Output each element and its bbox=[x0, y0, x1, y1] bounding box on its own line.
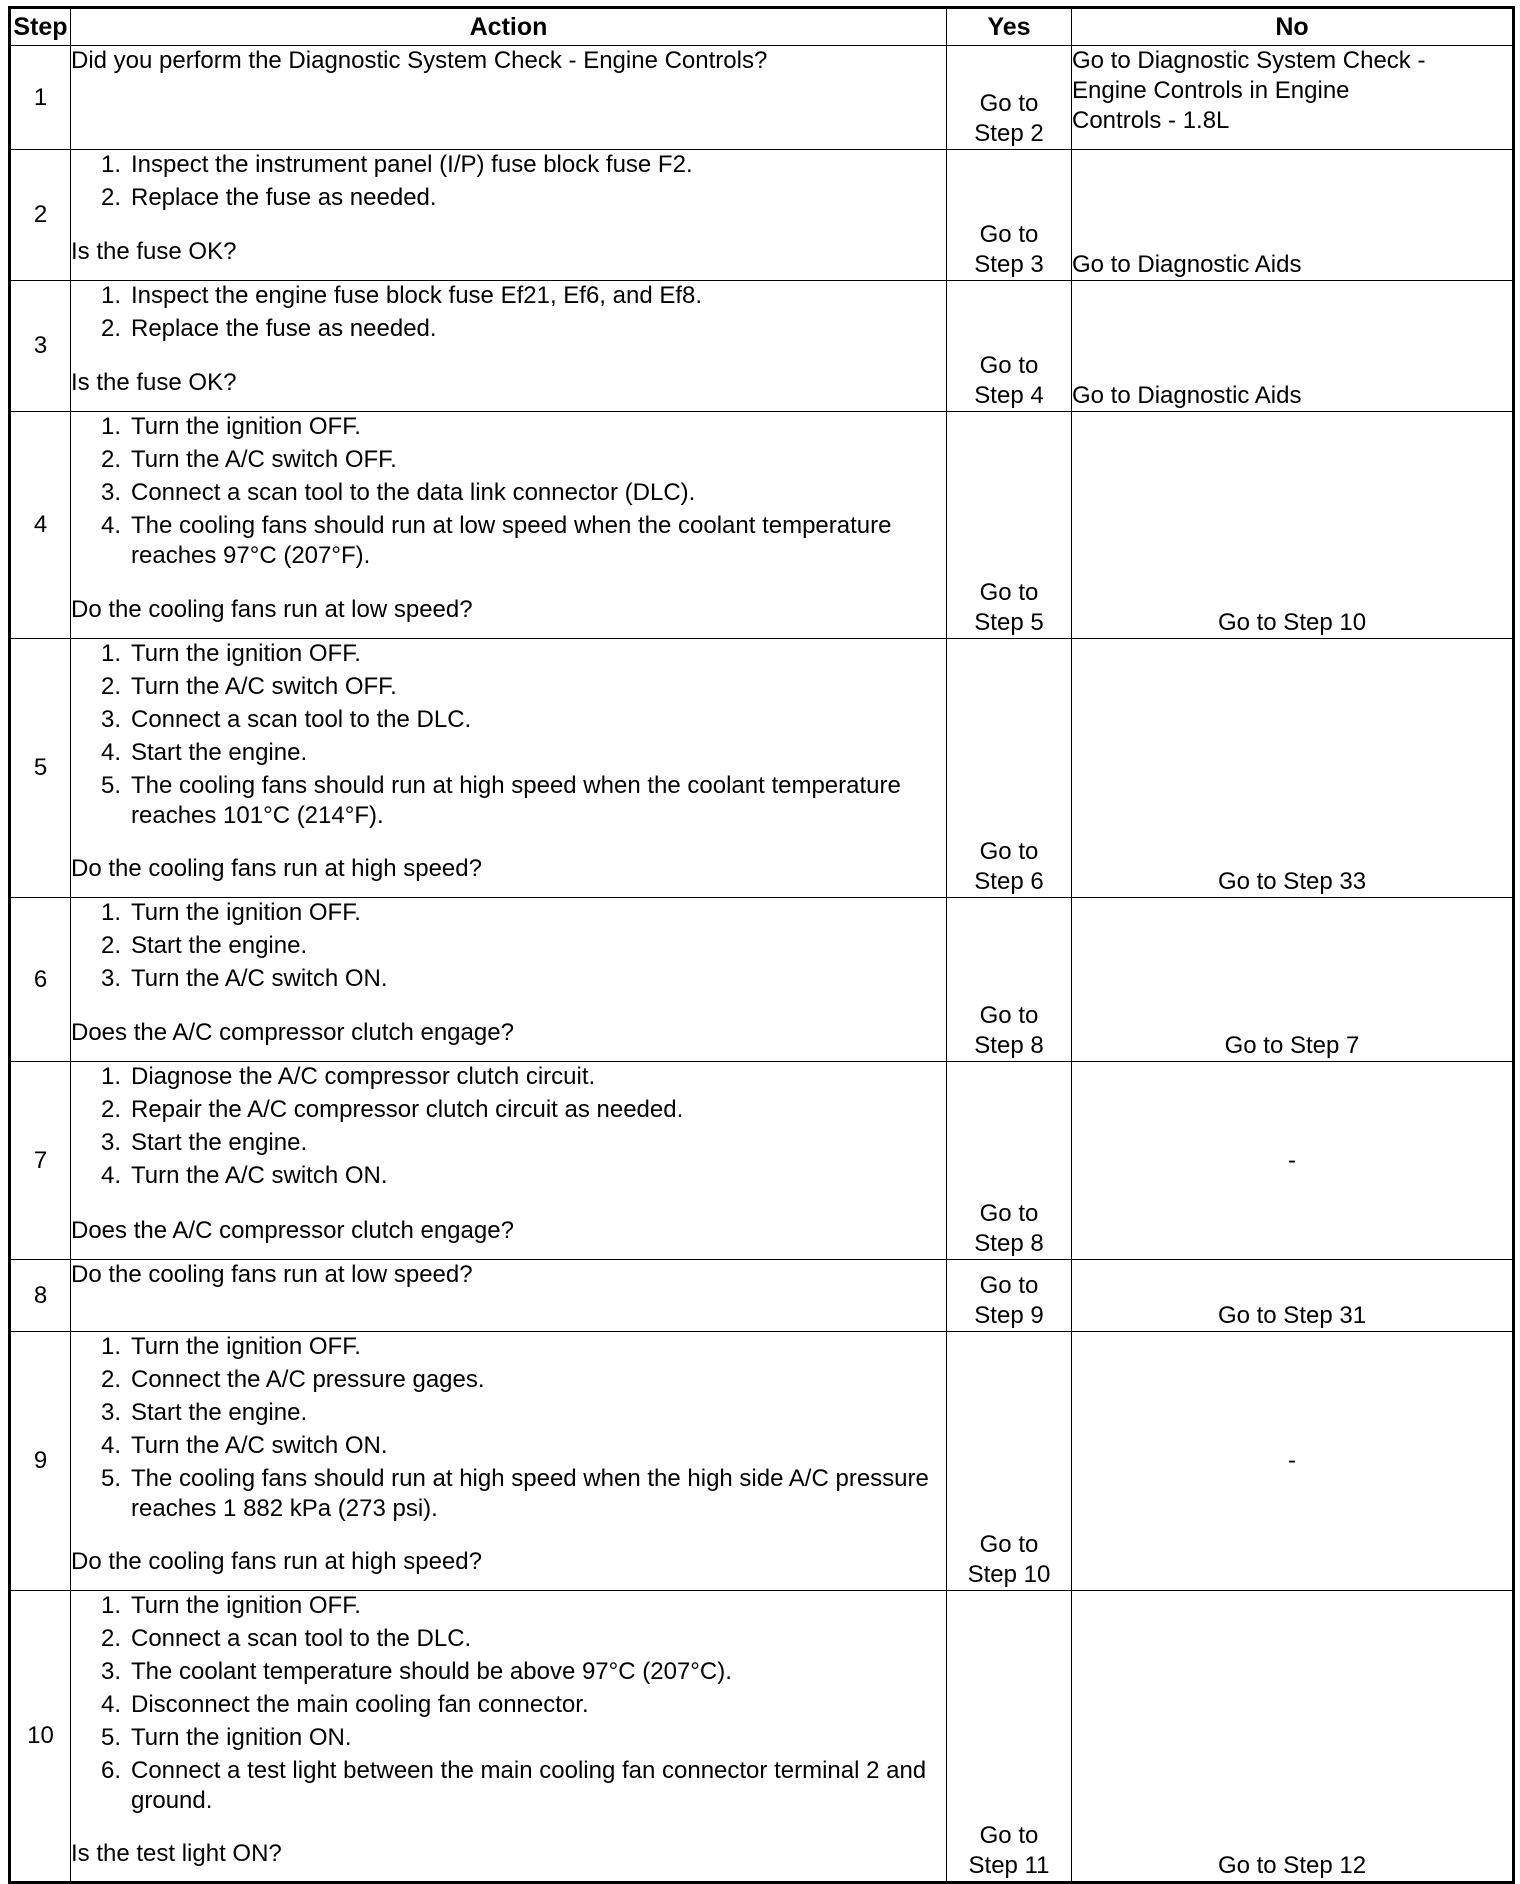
list-item bbox=[71, 1431, 946, 1461]
no-cell bbox=[1072, 281, 1514, 412]
action-steps-list bbox=[71, 898, 946, 997]
list-item-number: 2. bbox=[100, 446, 121, 473]
list-item-number: 6. bbox=[100, 1757, 121, 1784]
list-item bbox=[71, 478, 946, 508]
list-item-text: The cooling fans should run at low speed when the coolant temperature reaches 97°C (207°F). bbox=[131, 512, 892, 569]
list-item-text: Start the engine. bbox=[131, 1399, 308, 1426]
list-item bbox=[71, 1723, 946, 1753]
table-row bbox=[10, 1062, 1514, 1260]
no-cell bbox=[1072, 412, 1514, 639]
list-item bbox=[71, 1332, 946, 1362]
list-item-number: 1. bbox=[100, 151, 121, 178]
yes-cell bbox=[947, 639, 1072, 898]
action-steps-list bbox=[71, 1062, 946, 1194]
list-item-text: Connect a scan tool to the DLC. bbox=[131, 1625, 472, 1652]
yes-text: Step 2 bbox=[974, 120, 1044, 147]
no-text: - bbox=[1288, 1447, 1296, 1474]
yes-cell bbox=[947, 412, 1072, 639]
no-text: - bbox=[1288, 1146, 1296, 1174]
action-cell bbox=[71, 1062, 947, 1260]
list-item-text: Turn the A/C switch OFF. bbox=[131, 673, 397, 700]
step-number: 8 bbox=[10, 1260, 71, 1332]
list-item bbox=[71, 1095, 946, 1125]
yes-cell bbox=[947, 281, 1072, 412]
no-cell bbox=[1072, 1260, 1514, 1332]
list-item-number: 4. bbox=[100, 1162, 121, 1189]
list-item bbox=[71, 314, 946, 344]
yes-cell bbox=[947, 898, 1072, 1062]
no-cell bbox=[1072, 898, 1514, 1062]
no-text: Go to Step 31 bbox=[1217, 1302, 1367, 1329]
list-item-number: 1. bbox=[100, 413, 121, 440]
diagnostic-table-wrapper bbox=[8, 6, 1515, 1884]
action-cell bbox=[71, 1332, 947, 1591]
action-question: Do the cooling fans run at low speed? bbox=[71, 1261, 473, 1288]
step-number: 1 bbox=[10, 46, 71, 150]
list-item-text: Inspect the instrument panel (I/P) fuse block fuse F2. bbox=[131, 151, 693, 178]
list-item bbox=[71, 1161, 946, 1191]
yes-text: Go to bbox=[979, 1002, 1039, 1029]
list-item-number: 4. bbox=[100, 1432, 121, 1459]
action-question: Do the cooling fans run at high speed? bbox=[71, 855, 482, 882]
list-item-number: 3. bbox=[100, 965, 121, 992]
list-item bbox=[71, 1591, 946, 1621]
list-item-text: The cooling fans should run at high speed when the coolant temperature reaches 101°C (214°F). bbox=[131, 772, 901, 829]
no-text: Controls - 1.8L bbox=[1072, 107, 1230, 134]
action-question: Do the cooling fans run at low speed? bbox=[71, 596, 473, 623]
list-item-text: The coolant temperature should be above 97°C (207°C). bbox=[131, 1658, 732, 1685]
list-item-text: Turn the ignition OFF. bbox=[131, 1333, 361, 1360]
table-row bbox=[10, 1260, 1514, 1332]
action-steps-list bbox=[71, 1591, 946, 1819]
no-text: Go to Diagnostic Aids bbox=[1072, 251, 1302, 278]
list-item-text: Start the engine. bbox=[131, 1129, 308, 1156]
list-item-number: 5. bbox=[100, 772, 121, 799]
list-item-text: Repair the A/C compressor clutch circuit as needed. bbox=[131, 1096, 684, 1123]
list-item-text: Turn the ignition OFF. bbox=[131, 1592, 361, 1619]
list-item bbox=[71, 964, 946, 994]
no-text: Go to Diagnostic Aids bbox=[1072, 382, 1302, 409]
list-item bbox=[71, 1128, 946, 1158]
list-item-number: 4. bbox=[100, 512, 121, 539]
no-cell bbox=[1072, 1062, 1514, 1260]
table-row bbox=[10, 1332, 1514, 1591]
list-item-number: 1. bbox=[100, 640, 121, 667]
action-question: Is the fuse OK? bbox=[71, 369, 237, 396]
list-item bbox=[71, 672, 946, 702]
action-cell bbox=[71, 150, 947, 281]
table-row bbox=[10, 1591, 1514, 1883]
list-item bbox=[71, 1062, 946, 1092]
list-item-number: 5. bbox=[100, 1465, 121, 1492]
list-item bbox=[71, 183, 946, 213]
list-item-text: Turn the A/C switch ON. bbox=[131, 1162, 388, 1189]
list-item bbox=[71, 511, 946, 571]
header-no: No bbox=[1072, 8, 1514, 46]
list-item-number: 1. bbox=[100, 1333, 121, 1360]
list-item-text: Disconnect the main cooling fan connector. bbox=[131, 1691, 589, 1718]
list-item bbox=[71, 445, 946, 475]
list-item-number: 1. bbox=[100, 282, 121, 309]
list-item bbox=[71, 150, 946, 180]
yes-text: Go to bbox=[979, 90, 1039, 117]
header-yes: Yes bbox=[947, 8, 1072, 46]
list-item-text: Turn the A/C switch ON. bbox=[131, 965, 388, 992]
yes-text: Step 4 bbox=[974, 382, 1044, 409]
table-row bbox=[10, 639, 1514, 898]
list-item-number: 2. bbox=[100, 1366, 121, 1393]
yes-cell bbox=[947, 1591, 1072, 1883]
action-cell bbox=[71, 281, 947, 412]
action-question: Does the A/C compressor clutch engage? bbox=[71, 1019, 514, 1046]
list-item-number: 3. bbox=[100, 1129, 121, 1156]
list-item-text: The cooling fans should run at high speed when the high side A/C pressure reaches 1 882 kPa (273 psi). bbox=[131, 1465, 929, 1522]
list-item bbox=[71, 412, 946, 442]
list-item-number: 2. bbox=[100, 1625, 121, 1652]
list-item-text: Turn the ignition OFF. bbox=[131, 899, 361, 926]
step-number: 2 bbox=[10, 150, 71, 281]
diagnostic-table bbox=[8, 6, 1515, 1884]
step-number: 5 bbox=[10, 639, 71, 898]
yes-text: Go to bbox=[979, 352, 1039, 379]
list-item-text: Start the engine. bbox=[131, 739, 308, 766]
action-question: Does the A/C compressor clutch engage? bbox=[71, 1217, 514, 1244]
table-header-row bbox=[10, 8, 1514, 46]
action-steps-list bbox=[71, 281, 946, 347]
list-item bbox=[71, 931, 946, 961]
yes-cell bbox=[947, 1332, 1072, 1591]
step-number: 4 bbox=[10, 412, 71, 639]
yes-text: Step 6 bbox=[974, 868, 1044, 895]
list-item bbox=[71, 705, 946, 735]
action-question: Is the test light ON? bbox=[71, 1840, 282, 1867]
list-item-number: 2. bbox=[100, 184, 121, 211]
list-item bbox=[71, 1756, 946, 1816]
list-item-text: Turn the ignition OFF. bbox=[131, 413, 361, 440]
table-row bbox=[10, 150, 1514, 281]
yes-text: Go to bbox=[979, 1531, 1039, 1558]
list-item bbox=[71, 771, 946, 831]
list-item-text: Turn the ignition ON. bbox=[131, 1724, 352, 1751]
list-item-number: 3. bbox=[100, 706, 121, 733]
no-cell bbox=[1072, 46, 1514, 150]
no-cell bbox=[1072, 1332, 1514, 1591]
table-body bbox=[10, 46, 1514, 1883]
step-number: 3 bbox=[10, 281, 71, 412]
yes-text: Go to bbox=[979, 1200, 1039, 1227]
list-item-text: Replace the fuse as needed. bbox=[131, 184, 437, 211]
table-row bbox=[10, 898, 1514, 1062]
yes-cell bbox=[947, 46, 1072, 150]
list-item-number: 1. bbox=[100, 1592, 121, 1619]
list-item-text: Connect a scan tool to the DLC. bbox=[131, 706, 472, 733]
action-cell bbox=[71, 898, 947, 1062]
list-item-number: 2. bbox=[100, 315, 121, 342]
action-steps-list bbox=[71, 150, 946, 216]
action-question: Is the fuse OK? bbox=[71, 238, 237, 265]
list-item bbox=[71, 639, 946, 669]
no-text: Go to Diagnostic System Check - bbox=[1072, 47, 1426, 74]
action-steps-list bbox=[71, 1332, 946, 1527]
yes-cell bbox=[947, 1062, 1072, 1260]
list-item-number: 3. bbox=[100, 1399, 121, 1426]
list-item bbox=[71, 281, 946, 311]
no-cell bbox=[1072, 639, 1514, 898]
no-text: Go to Step 7 bbox=[1224, 1032, 1360, 1059]
list-item bbox=[71, 1690, 946, 1720]
list-item-text: Replace the fuse as needed. bbox=[131, 315, 437, 342]
action-steps-list bbox=[71, 412, 946, 574]
list-item-text: Diagnose the A/C compressor clutch circuit. bbox=[131, 1063, 596, 1090]
yes-cell bbox=[947, 1260, 1072, 1332]
list-item bbox=[71, 898, 946, 928]
yes-text: Go to bbox=[979, 1822, 1039, 1849]
list-item-text: Connect the A/C pressure gages. bbox=[131, 1366, 485, 1393]
no-cell bbox=[1072, 1591, 1514, 1883]
list-item-number: 3. bbox=[100, 479, 121, 506]
action-question: Do the cooling fans run at high speed? bbox=[71, 1548, 482, 1575]
step-number: 6 bbox=[10, 898, 71, 1062]
list-item-number: 3. bbox=[100, 1658, 121, 1685]
list-item bbox=[71, 1464, 946, 1524]
step-number: 10 bbox=[10, 1591, 71, 1883]
table-row bbox=[10, 281, 1514, 412]
list-item bbox=[71, 1398, 946, 1428]
yes-text: Step 8 bbox=[974, 1032, 1044, 1059]
list-item-text: Turn the A/C switch OFF. bbox=[131, 446, 397, 473]
list-item-text: Connect a scan tool to the data link connector (DLC). bbox=[131, 479, 696, 506]
yes-text: Go to bbox=[979, 838, 1039, 865]
list-item-number: 1. bbox=[100, 1063, 121, 1090]
yes-text: Step 11 bbox=[968, 1852, 1050, 1879]
yes-cell bbox=[947, 150, 1072, 281]
list-item-number: 4. bbox=[100, 739, 121, 766]
yes-text: Step 5 bbox=[974, 609, 1044, 636]
list-item-number: 1. bbox=[100, 899, 121, 926]
no-text: Go to Step 10 bbox=[1217, 609, 1367, 636]
header-step: Step bbox=[10, 8, 71, 46]
step-number: 7 bbox=[10, 1062, 71, 1260]
list-item-text: Inspect the engine fuse block fuse Ef21, Ef6, and Ef8. bbox=[131, 282, 703, 309]
table-row bbox=[10, 412, 1514, 639]
list-item-number: 2. bbox=[100, 1096, 121, 1123]
list-item-number: 2. bbox=[100, 932, 121, 959]
list-item-text: Start the engine. bbox=[131, 932, 308, 959]
list-item-text: Turn the A/C switch ON. bbox=[131, 1432, 388, 1459]
action-steps-list bbox=[71, 639, 946, 834]
yes-text: Go to bbox=[979, 579, 1039, 606]
yes-text: Step 8 bbox=[974, 1230, 1044, 1257]
action-cell bbox=[71, 412, 947, 639]
no-cell bbox=[1072, 150, 1514, 281]
action-cell bbox=[71, 639, 947, 898]
no-text: Go to Step 12 bbox=[1217, 1852, 1367, 1879]
step-number: 9 bbox=[10, 1332, 71, 1591]
list-item-number: 5. bbox=[100, 1724, 121, 1751]
yes-text: Go to bbox=[979, 221, 1039, 248]
action-question: Did you perform the Diagnostic System Check - Engine Controls? bbox=[71, 47, 768, 74]
list-item bbox=[71, 1657, 946, 1687]
list-item-number: 2. bbox=[100, 673, 121, 700]
action-cell bbox=[71, 1591, 947, 1883]
yes-text: Step 10 bbox=[967, 1561, 1051, 1588]
action-cell bbox=[71, 46, 947, 150]
no-text: Go to Step 33 bbox=[1217, 868, 1367, 895]
yes-text: Step 3 bbox=[974, 251, 1044, 278]
yes-text: Step 9 bbox=[974, 1302, 1044, 1329]
header-action: Action bbox=[71, 8, 947, 46]
table-row bbox=[10, 46, 1514, 150]
list-item-number: 4. bbox=[100, 1691, 121, 1718]
list-item bbox=[71, 738, 946, 768]
list-item-text: Turn the ignition OFF. bbox=[131, 640, 361, 667]
list-item bbox=[71, 1365, 946, 1395]
list-item bbox=[71, 1624, 946, 1654]
list-item-text: Connect a test light between the main cooling fan connector terminal 2 and ground. bbox=[131, 1757, 927, 1814]
no-text: Engine Controls in Engine bbox=[1072, 77, 1350, 104]
action-cell bbox=[71, 1260, 947, 1332]
yes-text: Go to bbox=[979, 1272, 1039, 1299]
